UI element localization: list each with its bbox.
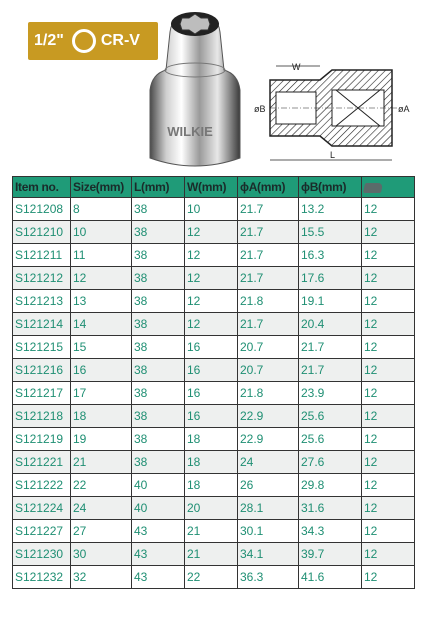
- cell-length: 40: [132, 497, 185, 520]
- cell-size: 16: [71, 359, 132, 382]
- cell-point-count: 12: [362, 566, 415, 589]
- cell-item-no: S121213: [13, 290, 71, 313]
- cell-diameter-b: 16.3: [299, 244, 362, 267]
- cell-size: 12: [71, 267, 132, 290]
- cell-width: 12: [185, 267, 238, 290]
- table-row: [13, 428, 415, 451]
- cell-diameter-b: 23.9: [299, 382, 362, 405]
- cell-length: 38: [132, 244, 185, 267]
- cell-item-no: S121212: [13, 267, 71, 290]
- cell-size: 30: [71, 543, 132, 566]
- cell-size: 8: [71, 198, 132, 221]
- cell-length: 43: [132, 543, 185, 566]
- cell-size: 11: [71, 244, 132, 267]
- cell-width: 12: [185, 221, 238, 244]
- cell-item-no: S121219: [13, 428, 71, 451]
- cell-item-no: S121210: [13, 221, 71, 244]
- cell-width: 18: [185, 451, 238, 474]
- cell-size: 27: [71, 520, 132, 543]
- cell-size: 15: [71, 336, 132, 359]
- cell-diameter-a: 30.1: [238, 520, 299, 543]
- header-diameter-b: ϕB(mm): [299, 177, 362, 198]
- cell-item-no: S121227: [13, 520, 71, 543]
- circle-icon: [72, 29, 96, 53]
- brand-engraving: WILKIE: [167, 124, 213, 139]
- socket-points-icon: [363, 183, 383, 193]
- cell-size: 24: [71, 497, 132, 520]
- cell-length: 38: [132, 405, 185, 428]
- cell-size: 32: [71, 566, 132, 589]
- cell-length: 38: [132, 198, 185, 221]
- cell-item-no: S121211: [13, 244, 71, 267]
- cell-point-count: 12: [362, 313, 415, 336]
- cell-length: 38: [132, 267, 185, 290]
- table-row: [13, 566, 415, 589]
- cell-length: 40: [132, 474, 185, 497]
- cell-width: 21: [185, 520, 238, 543]
- cell-diameter-a: 22.9: [238, 405, 299, 428]
- cell-diameter-b: 20.4: [299, 313, 362, 336]
- cell-width: 18: [185, 428, 238, 451]
- cell-width: 18: [185, 474, 238, 497]
- header-length: L(mm): [132, 177, 185, 198]
- cell-point-count: 12: [362, 428, 415, 451]
- cell-diameter-b: 21.7: [299, 336, 362, 359]
- specification-table: [12, 176, 415, 589]
- cell-diameter-b: 27.6: [299, 451, 362, 474]
- header-diameter-a: ϕA(mm): [238, 177, 299, 198]
- cell-item-no: S121232: [13, 566, 71, 589]
- cell-length: 43: [132, 566, 185, 589]
- cell-diameter-a: 21.7: [238, 198, 299, 221]
- table-row: [13, 405, 415, 428]
- cell-point-count: 12: [362, 543, 415, 566]
- cell-length: 38: [132, 382, 185, 405]
- cell-diameter-a: 24: [238, 451, 299, 474]
- dimension-drawing: [252, 62, 422, 168]
- table-row: [13, 244, 415, 267]
- table-row: [13, 520, 415, 543]
- cell-width: 12: [185, 290, 238, 313]
- header-size: Size(mm): [71, 177, 132, 198]
- cell-size: 10: [71, 221, 132, 244]
- cell-diameter-a: 26: [238, 474, 299, 497]
- cell-point-count: 12: [362, 474, 415, 497]
- cell-diameter-a: 21.7: [238, 267, 299, 290]
- cell-width: 20: [185, 497, 238, 520]
- dim-a-label: øA: [398, 104, 410, 114]
- cell-point-count: 12: [362, 451, 415, 474]
- header-point-count: [362, 177, 415, 198]
- cell-size: 18: [71, 405, 132, 428]
- cell-diameter-a: 20.7: [238, 336, 299, 359]
- cell-point-count: 12: [362, 497, 415, 520]
- table-row: [13, 359, 415, 382]
- cell-length: 38: [132, 290, 185, 313]
- header-width: W(mm): [185, 177, 238, 198]
- cell-length: 38: [132, 428, 185, 451]
- cell-length: 38: [132, 313, 185, 336]
- cell-length: 38: [132, 451, 185, 474]
- table-row: [13, 313, 415, 336]
- cell-item-no: S121224: [13, 497, 71, 520]
- cell-diameter-a: 34.1: [238, 543, 299, 566]
- cell-width: 16: [185, 336, 238, 359]
- cell-point-count: 12: [362, 336, 415, 359]
- cell-size: 14: [71, 313, 132, 336]
- cell-size: 22: [71, 474, 132, 497]
- cell-item-no: S121215: [13, 336, 71, 359]
- table-row: [13, 221, 415, 244]
- cell-diameter-b: 17.6: [299, 267, 362, 290]
- cell-point-count: 12: [362, 267, 415, 290]
- cell-width: 10: [185, 198, 238, 221]
- cell-point-count: 12: [362, 382, 415, 405]
- table-row: [13, 198, 415, 221]
- cell-size: 21: [71, 451, 132, 474]
- cell-diameter-b: 41.6: [299, 566, 362, 589]
- socket-photo: [140, 8, 250, 176]
- cell-diameter-b: 21.7: [299, 359, 362, 382]
- cell-diameter-b: 34.3: [299, 520, 362, 543]
- cell-point-count: 12: [362, 359, 415, 382]
- cell-size: 19: [71, 428, 132, 451]
- cell-diameter-b: 25.6: [299, 405, 362, 428]
- table-header-row: [13, 177, 415, 198]
- cell-size: 13: [71, 290, 132, 313]
- cell-width: 21: [185, 543, 238, 566]
- cell-diameter-b: 25.6: [299, 428, 362, 451]
- cell-diameter-b: 19.1: [299, 290, 362, 313]
- cell-item-no: S121218: [13, 405, 71, 428]
- cell-diameter-a: 21.8: [238, 382, 299, 405]
- cell-length: 43: [132, 520, 185, 543]
- cell-point-count: 12: [362, 290, 415, 313]
- material-label: CR-V: [100, 32, 140, 49]
- cell-point-count: 12: [362, 405, 415, 428]
- cell-item-no: S121216: [13, 359, 71, 382]
- cell-point-count: 12: [362, 198, 415, 221]
- table-row: [13, 290, 415, 313]
- table-row: [13, 474, 415, 497]
- cell-point-count: 12: [362, 221, 415, 244]
- cell-width: 12: [185, 244, 238, 267]
- cell-diameter-a: 21.8: [238, 290, 299, 313]
- cell-width: 16: [185, 382, 238, 405]
- cell-diameter-a: 20.7: [238, 359, 299, 382]
- cell-item-no: S121214: [13, 313, 71, 336]
- cell-length: 38: [132, 336, 185, 359]
- cell-width: 16: [185, 405, 238, 428]
- cell-item-no: S121221: [13, 451, 71, 474]
- spec-badge: [28, 22, 158, 60]
- dim-w-label: W: [292, 62, 301, 72]
- cell-diameter-b: 13.2: [299, 198, 362, 221]
- cell-diameter-a: 36.3: [238, 566, 299, 589]
- cell-width: 12: [185, 313, 238, 336]
- cell-diameter-a: 21.7: [238, 313, 299, 336]
- cell-length: 38: [132, 359, 185, 382]
- table-row: [13, 543, 415, 566]
- cell-diameter-a: 28.1: [238, 497, 299, 520]
- table-row: [13, 267, 415, 290]
- cell-size: 17: [71, 382, 132, 405]
- table-row: [13, 497, 415, 520]
- cell-diameter-a: 21.7: [238, 244, 299, 267]
- dim-l-label: L: [330, 150, 336, 160]
- cell-length: 38: [132, 221, 185, 244]
- cell-item-no: S121230: [13, 543, 71, 566]
- cell-width: 22: [185, 566, 238, 589]
- cell-point-count: 12: [362, 244, 415, 267]
- header-item-no: Item no.: [13, 177, 71, 198]
- table-row: [13, 451, 415, 474]
- cell-diameter-a: 22.9: [238, 428, 299, 451]
- table-row: [13, 336, 415, 359]
- cell-diameter-b: 15.5: [299, 221, 362, 244]
- cell-diameter-a: 21.7: [238, 221, 299, 244]
- drive-size-label: 1/2": [34, 32, 64, 49]
- dim-b-label: øB: [254, 104, 266, 114]
- cell-item-no: S121217: [13, 382, 71, 405]
- cell-width: 16: [185, 359, 238, 382]
- cell-item-no: S121208: [13, 198, 71, 221]
- cell-point-count: 12: [362, 520, 415, 543]
- cell-diameter-b: 31.6: [299, 497, 362, 520]
- cell-item-no: S121222: [13, 474, 71, 497]
- cell-diameter-b: 39.7: [299, 543, 362, 566]
- table-row: [13, 382, 415, 405]
- cell-diameter-b: 29.8: [299, 474, 362, 497]
